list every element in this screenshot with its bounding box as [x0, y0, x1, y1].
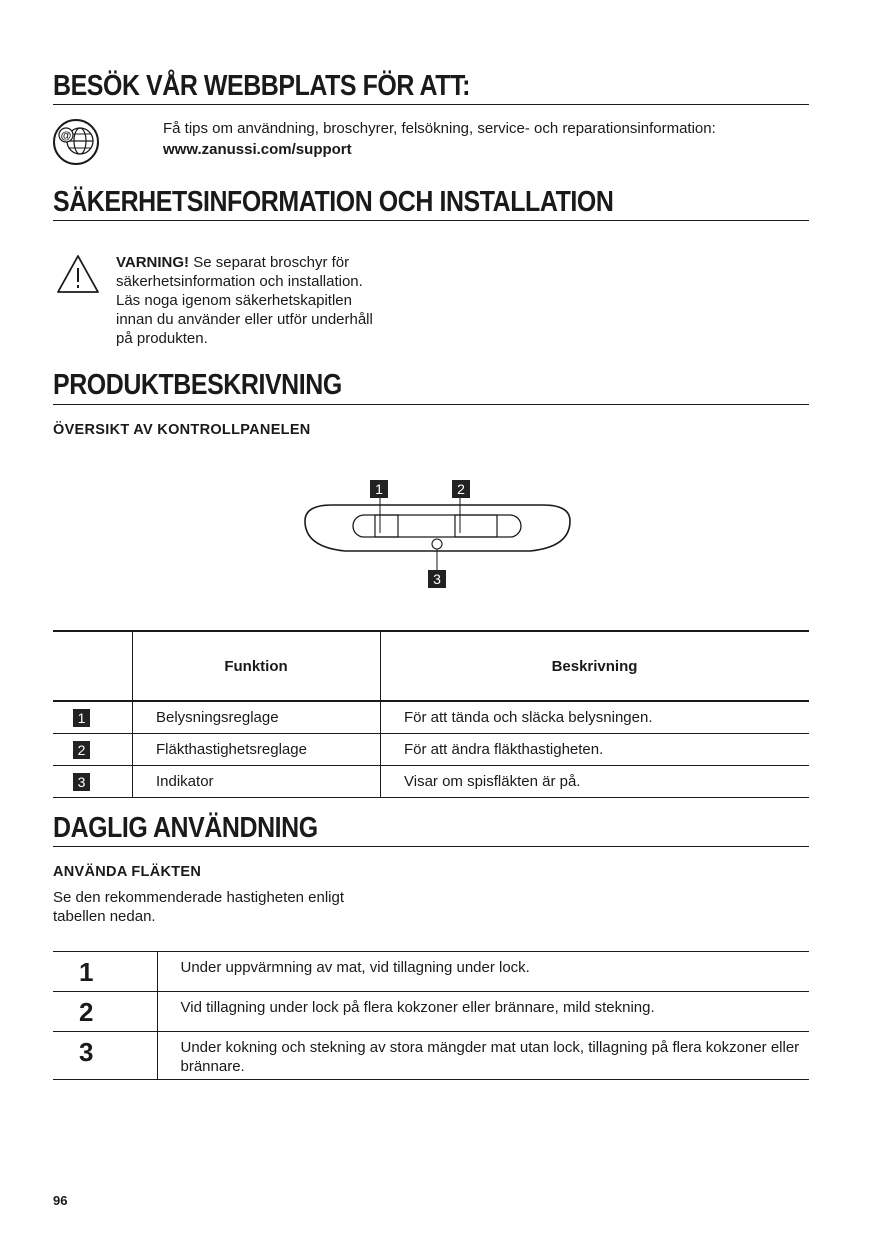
- row-number-badge: 3: [73, 773, 90, 791]
- description-cell: För att tända och släcka belysningen.: [381, 701, 810, 734]
- divider: [53, 404, 809, 405]
- speed-number: 1: [53, 952, 157, 992]
- intro-text: [53, 888, 344, 926]
- description-cell: Visar om spisfläkten är på.: [381, 766, 810, 798]
- row-number-badge: 1: [73, 709, 90, 727]
- globe-at-icon: [52, 118, 100, 166]
- control-panel-diagram: [300, 475, 575, 595]
- divider: [53, 220, 809, 221]
- table-header-row: [53, 631, 809, 701]
- divider: [53, 104, 809, 105]
- svg-text:@: @: [60, 130, 72, 142]
- section-title-daily-use: DAGLIG ANVÄNDNING: [53, 812, 318, 844]
- warning-line: Läs noga igenom säkerhetskapitlen: [116, 292, 352, 309]
- header-description: Beskrivning: [381, 631, 810, 701]
- diagram-label-3: 3: [433, 571, 441, 587]
- section-title-website: BESÖK VÅR WEBBPLATS FÖR ATT:: [53, 70, 471, 102]
- intro-line: tabellen nedan.: [53, 908, 156, 925]
- divider: [53, 846, 809, 847]
- diagram-label-2: 2: [457, 481, 465, 497]
- intro-line: Se den rekommenderade hastigheten enligt: [53, 889, 345, 906]
- warning-label: VARNING!: [116, 254, 190, 271]
- website-text: Få tips om användning, broschyrer, felsökning, service- och reparationsinformation:: [163, 120, 716, 137]
- function-cell: Belysningsreglage: [133, 701, 381, 734]
- table-row: [53, 992, 809, 1032]
- warning-line: innan du använder eller utför underhåll: [116, 311, 373, 328]
- warning-line: Se separat broschyr för: [189, 254, 350, 271]
- warning-triangle-icon: [56, 254, 100, 294]
- table-row: [53, 734, 809, 766]
- speed-description: Under kokning och stekning av stora mängder mat utan lock, tillagning på flera kokzoner eller brännare.: [157, 1032, 809, 1080]
- diagram-label-1: 1: [375, 481, 383, 497]
- speed-description: Under uppvärmning av mat, vid tillagning under lock.: [157, 952, 809, 992]
- header-num: [53, 631, 133, 701]
- warning-text: [116, 253, 416, 348]
- section-title-safety: SÄKERHETSINFORMATION OCH INSTALLATION: [53, 186, 614, 218]
- speed-table: [53, 951, 809, 1080]
- support-link[interactable]: www.zanussi.com/support: [163, 141, 352, 158]
- function-cell: Indikator: [133, 766, 381, 798]
- subtitle-control-panel: ÖVERSIKT AV KONTROLLPANELEN: [53, 422, 311, 438]
- section-title-product: PRODUKTBESKRIVNING: [53, 369, 342, 401]
- table-row: [53, 701, 809, 734]
- warning-line: på produkten.: [116, 330, 208, 347]
- speed-number: 2: [53, 992, 157, 1032]
- subtitle-using-fan: ANVÄNDA FLÄKTEN: [53, 864, 202, 880]
- table-row: [53, 766, 809, 798]
- speed-number: 3: [53, 1032, 157, 1080]
- warning-line: säkerhetsinformation och installation.: [116, 273, 363, 290]
- page-number: 96: [53, 1193, 68, 1208]
- header-function: Funktion: [133, 631, 381, 701]
- speed-description: Vid tillagning under lock på flera kokzoner eller brännare, mild stekning.: [157, 992, 809, 1032]
- description-cell: För att ändra fläkthastigheten.: [381, 734, 810, 766]
- table-row: [53, 952, 809, 992]
- row-number-badge: 2: [73, 741, 90, 759]
- control-panel-table: [53, 630, 809, 798]
- table-row: [53, 1032, 809, 1080]
- function-cell: Fläkthastighetsreglage: [133, 734, 381, 766]
